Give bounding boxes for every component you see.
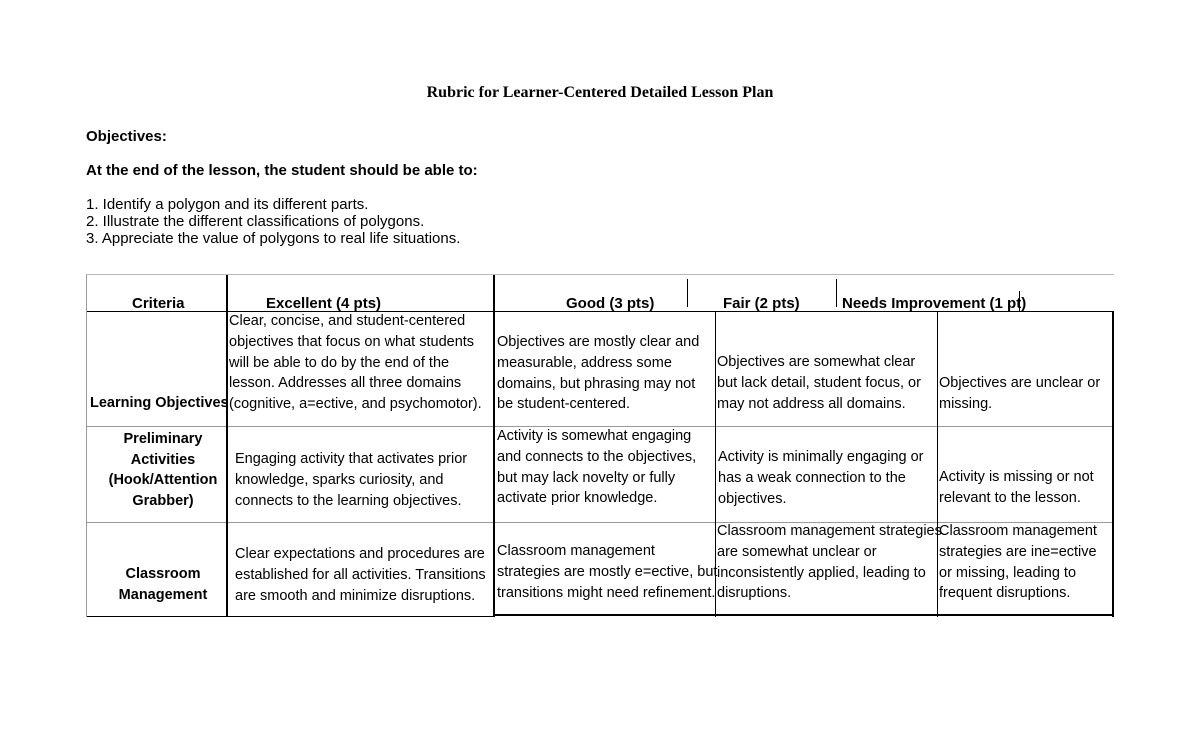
- header-fair: Fair (2 pts): [723, 295, 800, 312]
- document-title: Rubric for Learner-Centered Detailed Lesson Plan: [426, 84, 774, 101]
- table-rule: [493, 275, 495, 617]
- table-rule: [687, 279, 688, 307]
- table-rule: [494, 614, 1114, 616]
- cell-good: Activity is somewhat engaging and connects to the objectives, but may lack novelty or fully activate prior knowledge.: [497, 428, 697, 507]
- header-needs-improvement: Needs Improvement (1 pt): [842, 295, 1027, 312]
- header-good: Good (3 pts): [566, 295, 655, 312]
- objectives-heading: Objectives:: [86, 128, 167, 145]
- cell-fair: Activity is minimally engaging or has a weak connection to the objectives.: [718, 449, 924, 507]
- table-rule: [86, 275, 87, 617]
- criterion-preliminary-activities: Preliminary Activities (Hook/Attention Grabber): [108, 431, 218, 509]
- table-rule: [226, 275, 228, 617]
- cell-needs-improvement: Classroom management strategies are ine=ective or missing, leading to frequent disruptions.: [939, 523, 1097, 602]
- cell-excellent: Engaging activity that activates prior knowledge, sparks curiosity, and connects to the learning objectives.: [235, 451, 468, 509]
- table-rule: [86, 616, 493, 617]
- objective-item: 1. Identify a polygon and its different parts.: [86, 196, 369, 213]
- objectives-intro: At the end of the lesson, the student should be able to:: [86, 162, 478, 179]
- objectives-list: [86, 196, 460, 247]
- cell-needs-improvement: Activity is missing or not relevant to the lesson.: [939, 469, 1094, 506]
- table-rule: [836, 279, 837, 307]
- rubric-table: [86, 274, 1114, 617]
- header-criteria: Criteria: [132, 295, 185, 312]
- cell-good: Classroom management strategies are mostly e=ective, but transitions might need refinement.: [497, 543, 718, 601]
- criterion-classroom-management: Classroom Management: [118, 566, 208, 603]
- cell-fair: Objectives are somewhat clear but lack detail, student focus, or may not address all domains.: [717, 354, 921, 412]
- cell-needs-improvement: Objectives are unclear or missing.: [939, 375, 1101, 412]
- criterion-learning-objectives: Learning Objectives: [90, 395, 229, 411]
- cell-excellent: Clear expectations and procedures are established for all activities. Transitions are smooth and minimize disruptions.: [235, 546, 486, 604]
- cell-good: Objectives are mostly clear and measurable, address some domains, but phrasing may not be student-centered.: [497, 334, 700, 413]
- cell-excellent: Clear, concise, and student-centered objectives that focus on what students will be able to do by the end of the lesson. Addresses all three domains (cognitive, a=ective, and psychomotor).: [229, 313, 482, 413]
- objective-item: 2. Illustrate the different classifications of polygons.: [86, 213, 425, 230]
- objective-item: 3. Appreciate the value of polygons to real life situations.: [86, 230, 461, 247]
- table-rule: [1112, 311, 1114, 617]
- header-excellent: Excellent (4 pts): [266, 295, 382, 312]
- cell-fair: Classroom management strategies are somewhat unclear or inconsistently applied, leading to disruptions.: [717, 523, 942, 602]
